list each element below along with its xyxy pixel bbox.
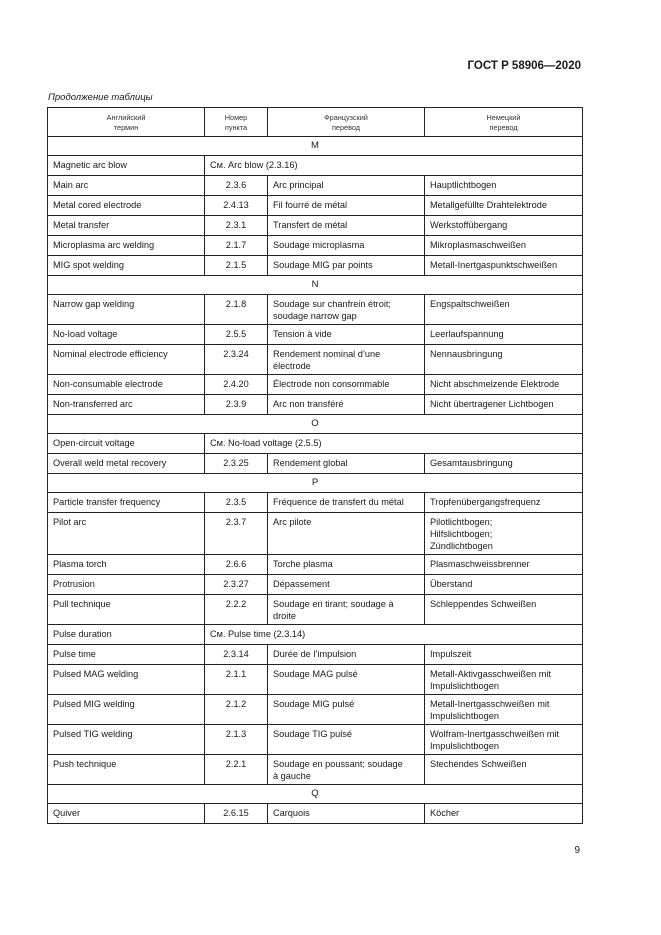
cell-line: Hilfslichtbogen; xyxy=(430,529,493,539)
french-translation: Fil fourré de métal xyxy=(268,196,425,216)
clause-number: 2.3.5 xyxy=(205,493,268,513)
french-translation: Arc principal xyxy=(268,176,425,196)
cell-line: Rendement nominal d’une xyxy=(273,349,381,359)
clause-number: 2.3.9 xyxy=(205,395,268,415)
cross-reference: См. No-load voltage (2.5.5) xyxy=(205,434,583,454)
table-row xyxy=(48,725,583,755)
english-term: Metal transfer xyxy=(48,216,205,236)
cell-line: Pilotlichtbogen; xyxy=(430,517,493,527)
table-row xyxy=(48,595,583,625)
german-translation xyxy=(425,665,583,695)
french-translation: Dépassement xyxy=(268,575,425,595)
table-row xyxy=(48,434,583,454)
header-line: перевод xyxy=(331,123,361,132)
clause-number: 2.1.5 xyxy=(205,256,268,276)
header-line: пункта xyxy=(224,123,248,132)
section-letter: O xyxy=(48,415,583,434)
german-translation: Mikroplasmaschweißen xyxy=(425,236,583,256)
german-translation: Metallgefüllte Drahtelektrode xyxy=(425,196,583,216)
english-term: Pulse duration xyxy=(48,625,205,645)
table-body xyxy=(48,137,583,824)
english-term: Overall weld metal recovery xyxy=(48,454,205,474)
cell-line: électrode xyxy=(273,361,311,371)
english-term: Plasma torch xyxy=(48,555,205,575)
german-translation: Überstand xyxy=(425,575,583,595)
section-letter: M xyxy=(48,137,583,156)
clause-number: 2.5.5 xyxy=(205,325,268,345)
clause-number: 2.1.2 xyxy=(205,695,268,725)
cell-line: Metall-Aktivgasschweißen mit xyxy=(430,669,552,679)
french-translation: Arc pilote xyxy=(268,513,425,555)
clause-number: 2.4.20 xyxy=(205,375,268,395)
section-letter: Q xyxy=(48,785,583,804)
english-term: Pulse time xyxy=(48,645,205,665)
table-row xyxy=(48,345,583,375)
table-row xyxy=(48,176,583,196)
header-line: Номер xyxy=(224,113,248,122)
table-row xyxy=(48,804,583,824)
english-term: Non-transferred arc xyxy=(48,395,205,415)
section-letter: P xyxy=(48,474,583,493)
german-translation: Nennausbringung xyxy=(425,345,583,375)
table-row xyxy=(48,375,583,395)
french-translation: Soudage MAG pulsé xyxy=(268,665,425,695)
french-translation: Carquois xyxy=(268,804,425,824)
cell-line: Soudage en tirant; soudage à xyxy=(273,599,394,609)
english-term: MIG spot welding xyxy=(48,256,205,276)
standard-code: ГОСТ Р 58906—2020 xyxy=(467,60,581,72)
cell-line: à gauche xyxy=(273,771,311,781)
french-translation: Arc non transféré xyxy=(268,395,425,415)
german-translation: Stechendes Schweißen xyxy=(425,755,583,785)
table-row xyxy=(48,665,583,695)
table-row xyxy=(48,395,583,415)
cell-line: Soudage sur chanfrein étroit; xyxy=(273,299,391,309)
clause-number: 2.2.2 xyxy=(205,595,268,625)
cell-line: Impulslichtbogen xyxy=(430,711,499,721)
letter-section-row xyxy=(48,474,583,493)
table-row xyxy=(48,216,583,236)
col-header-french xyxy=(268,108,425,137)
german-translation: Nicht übertragener Lichtbogen xyxy=(425,395,583,415)
english-term: Quiver xyxy=(48,804,205,824)
french-translation: Soudage TIG pulsé xyxy=(268,725,425,755)
german-translation: Engspaltschweißen xyxy=(425,295,583,325)
col-header-english xyxy=(48,108,205,137)
german-translation: Köcher xyxy=(425,804,583,824)
english-term: Metal cored electrode xyxy=(48,196,205,216)
table-row xyxy=(48,755,583,785)
german-translation: Impulszeit xyxy=(425,645,583,665)
cell-line: Zündlichtbogen xyxy=(430,541,493,551)
cell-line: Impulslichtbogen xyxy=(430,741,499,751)
table-row xyxy=(48,156,583,176)
letter-section-row xyxy=(48,785,583,804)
clause-number: 2.3.1 xyxy=(205,216,268,236)
english-term: No-load voltage xyxy=(48,325,205,345)
table-row xyxy=(48,325,583,345)
table-row xyxy=(48,196,583,216)
french-translation xyxy=(268,755,425,785)
clause-number: 2.4.13 xyxy=(205,196,268,216)
english-term: Open-circuit voltage xyxy=(48,434,205,454)
german-translation: Werkstoffübergang xyxy=(425,216,583,236)
french-translation xyxy=(268,345,425,375)
cell-line: soudage narrow gap xyxy=(273,311,357,321)
table-row xyxy=(48,513,583,555)
german-translation: Tropfenübergangsfrequenz xyxy=(425,493,583,513)
french-translation: Transfert de métal xyxy=(268,216,425,236)
french-translation: Soudage MIG pulsé xyxy=(268,695,425,725)
clause-number: 2.1.8 xyxy=(205,295,268,325)
french-translation: Torche plasma xyxy=(268,555,425,575)
french-translation xyxy=(268,595,425,625)
clause-number: 2.3.25 xyxy=(205,454,268,474)
cell-line: Impulslichtbogen xyxy=(430,681,499,691)
table-row xyxy=(48,645,583,665)
header-line: перевод xyxy=(489,123,518,132)
english-term: Microplasma arc welding xyxy=(48,236,205,256)
clause-number: 2.3.14 xyxy=(205,645,268,665)
clause-number: 2.1.3 xyxy=(205,725,268,755)
german-translation: Schleppendes Schweißen xyxy=(425,595,583,625)
cross-reference: См. Arc blow (2.3.16) xyxy=(205,156,583,176)
clause-number: 2.3.7 xyxy=(205,513,268,555)
clause-number: 2.1.7 xyxy=(205,236,268,256)
clause-number: 2.1.1 xyxy=(205,665,268,695)
terms-table xyxy=(47,107,583,824)
german-translation xyxy=(425,725,583,755)
letter-section-row xyxy=(48,415,583,434)
table-row xyxy=(48,625,583,645)
french-translation: Électrode non consommable xyxy=(268,375,425,395)
english-term: Protrusion xyxy=(48,575,205,595)
french-translation: Soudage MIG par points xyxy=(268,256,425,276)
table-header-row xyxy=(48,108,583,137)
clause-number: 2.6.6 xyxy=(205,555,268,575)
header-line: Французский xyxy=(324,113,368,122)
table-row xyxy=(48,575,583,595)
cell-line: droite xyxy=(273,611,296,621)
french-translation: Durée de l’impulsion xyxy=(268,645,425,665)
page-number: 9 xyxy=(574,845,580,856)
german-translation xyxy=(425,513,583,555)
french-translation: Rendement global xyxy=(268,454,425,474)
letter-section-row xyxy=(48,137,583,156)
cross-reference: См. Pulse time (2.3.14) xyxy=(205,625,583,645)
english-term: Narrow gap welding xyxy=(48,295,205,325)
header-line: термин xyxy=(113,123,139,132)
german-translation: Plasmaschweissbrenner xyxy=(425,555,583,575)
clause-number: 2.2.1 xyxy=(205,755,268,785)
table-row xyxy=(48,295,583,325)
english-term: Pull technique xyxy=(48,595,205,625)
english-term: Main arc xyxy=(48,176,205,196)
english-term: Non-consumable electrode xyxy=(48,375,205,395)
clause-number: 2.3.6 xyxy=(205,176,268,196)
french-translation: Tension à vide xyxy=(268,325,425,345)
german-translation xyxy=(425,695,583,725)
col-header-german xyxy=(425,108,583,137)
col-header-number xyxy=(205,108,268,137)
clause-number: 2.3.27 xyxy=(205,575,268,595)
letter-section-row xyxy=(48,276,583,295)
german-translation: Gesamtausbringung xyxy=(425,454,583,474)
clause-number: 2.6.15 xyxy=(205,804,268,824)
english-term: Magnetic arc blow xyxy=(48,156,205,176)
english-term: Nominal electrode efficiency xyxy=(48,345,205,375)
english-term: Particle transfer frequency xyxy=(48,493,205,513)
table-row xyxy=(48,493,583,513)
table-row xyxy=(48,256,583,276)
cell-line: Soudage en poussant; soudage xyxy=(273,759,403,769)
header-line: Немецкий xyxy=(486,113,521,122)
clause-number: 2.3.24 xyxy=(205,345,268,375)
english-term: Pulsed MIG welding xyxy=(48,695,205,725)
section-letter: N xyxy=(48,276,583,295)
header-line: Английский xyxy=(106,113,146,122)
cell-line: Wolfram-Inertgasschweißen mit xyxy=(430,729,560,739)
german-translation: Leerlaufspannung xyxy=(425,325,583,345)
french-translation xyxy=(268,295,425,325)
english-term: Pulsed TIG welding xyxy=(48,725,205,755)
cell-line: Metall-Inertgasschweißen mit xyxy=(430,699,550,709)
english-term: Push technique xyxy=(48,755,205,785)
french-translation: Fréquence de transfert du métal xyxy=(268,493,425,513)
german-translation: Hauptlichtbogen xyxy=(425,176,583,196)
table-row xyxy=(48,695,583,725)
table-row xyxy=(48,454,583,474)
table-caption: Продолжение таблицы xyxy=(48,92,153,103)
german-translation: Nicht abschmelzende Elektrode xyxy=(425,375,583,395)
table-row xyxy=(48,555,583,575)
table-row xyxy=(48,236,583,256)
english-term: Pulsed MAG welding xyxy=(48,665,205,695)
english-term: Pilot arc xyxy=(48,513,205,555)
german-translation: Metall-Inertgaspunktschweißen xyxy=(425,256,583,276)
french-translation: Soudage microplasma xyxy=(268,236,425,256)
